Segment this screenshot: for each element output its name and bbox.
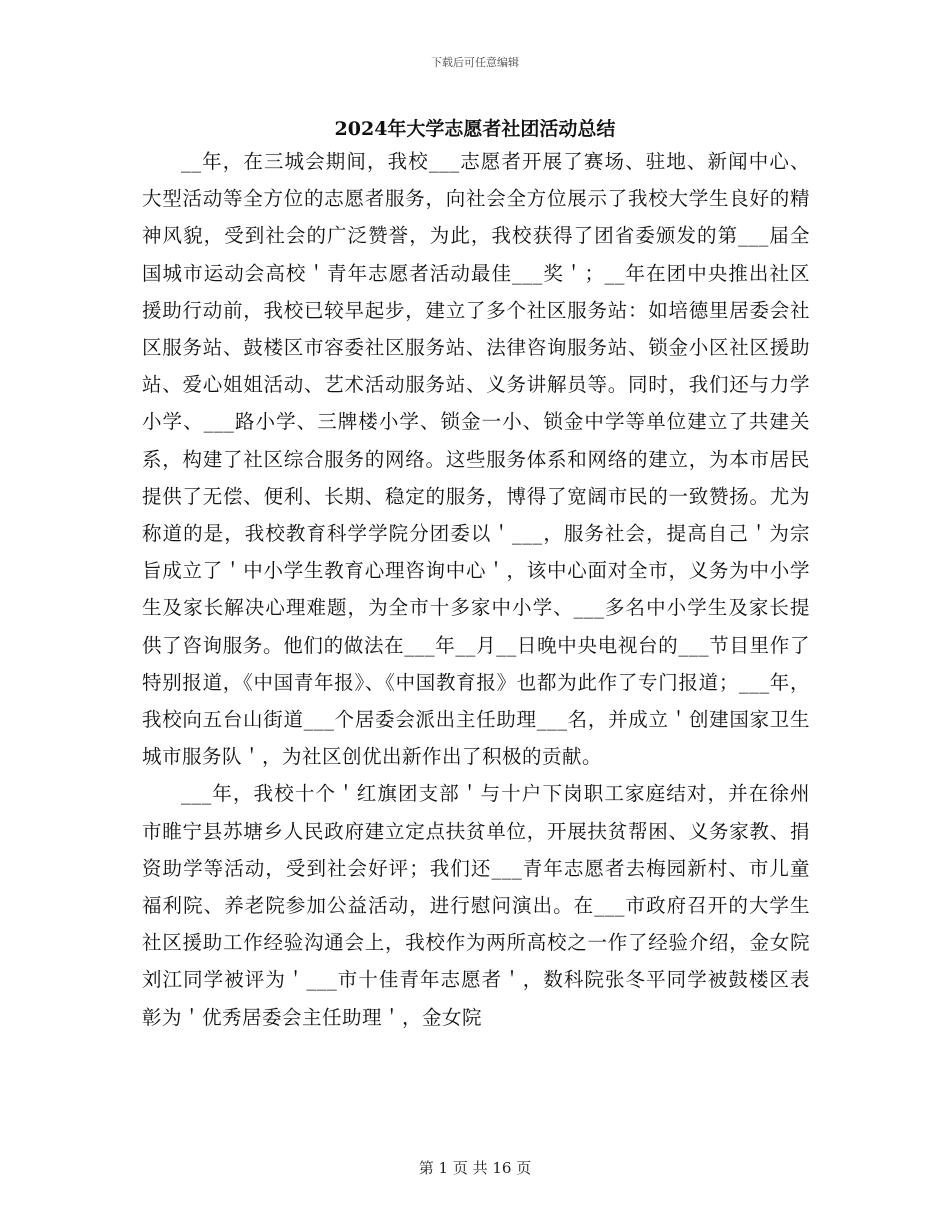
paragraph: ___年，我校十个＇红旗团支部＇与十户下岗职工家庭结对，并在徐州市睢宁县苏塘乡人民政府建立定点扶贫单位，开展扶贫帮困、义务家教、捐资助学等活动，受到社会好评；我们还___青年志愿者去梅园新村、市儿童福利院、养老院参加公益活动，进行慰问演出。在___市政府召开的大学生社区援助工作经验沟通会上，我校作为两所高校之一作了经验介绍，金女院刘江同学被评为＇___市十佳青年志愿者＇，数科院张冬平同学被鼓楼区表彰为＇优秀居委会主任助理＇，金女院 (142, 782, 810, 1029)
document-title: 2024年大学志愿者社团活动总结 (334, 118, 616, 140)
header-note: 下载后可任意编辑 (431, 56, 519, 69)
paragraph: __年，在三城会期间，我校___志愿者开展了赛场、驻地、新闻中心、大型活动等全方位的志愿者服务，向社会全方位展示了我校大学生良好的精神风貌，受到社会的广泛赞誉，为此，我校获得了团省委颁发的第___届全国城市运动会高校＇青年志愿者活动最佳___奖＇；__年在团中央推出社区援助行动前，我校已较早起步，建立了多个社区服务站：如培德里居委会社区服务站、鼓楼区市容委社区服务站、法律咨询服务站、锁金小区社区援助站、爱心姐姐活动、艺术活动服务站、义务讲解员等。同时，我们还与力学小学、___路小学、三牌楼小学、锁金一小、锁金中学等单位建立了共建关系，构建了社区综合服务的网络。这些服务体系和网络的建立，为本市居民提供了无偿、便利、长期、稳定的服务，博得了宽阔市民的一致赞扬。尤为称道的是，我校教育科学学院分团委以＇___，服务社会，提高自己＇为宗旨成立了＇中小学生教育心理咨询中心＇，该中心面对全市，义务为中小学生及家长解决心理难题，为全市十多家中小学、___多名中小学生及家长提供了咨询服务。他们的做法在___年__月__日晚中央电视台的___节目里作了特别报道，《中国青年报》、《中国教育报》也都为此作了专门报道；___年，我校向五台山街道___个居委会派出主任助理___名，并成立＇创建国家卫生城市服务队＇，为社区创优出新作出了积极的贡献。 (142, 150, 810, 769)
page-number-footer: 第 1 页 共 16 页 (418, 1159, 532, 1177)
document-body (142, 143, 810, 1036)
